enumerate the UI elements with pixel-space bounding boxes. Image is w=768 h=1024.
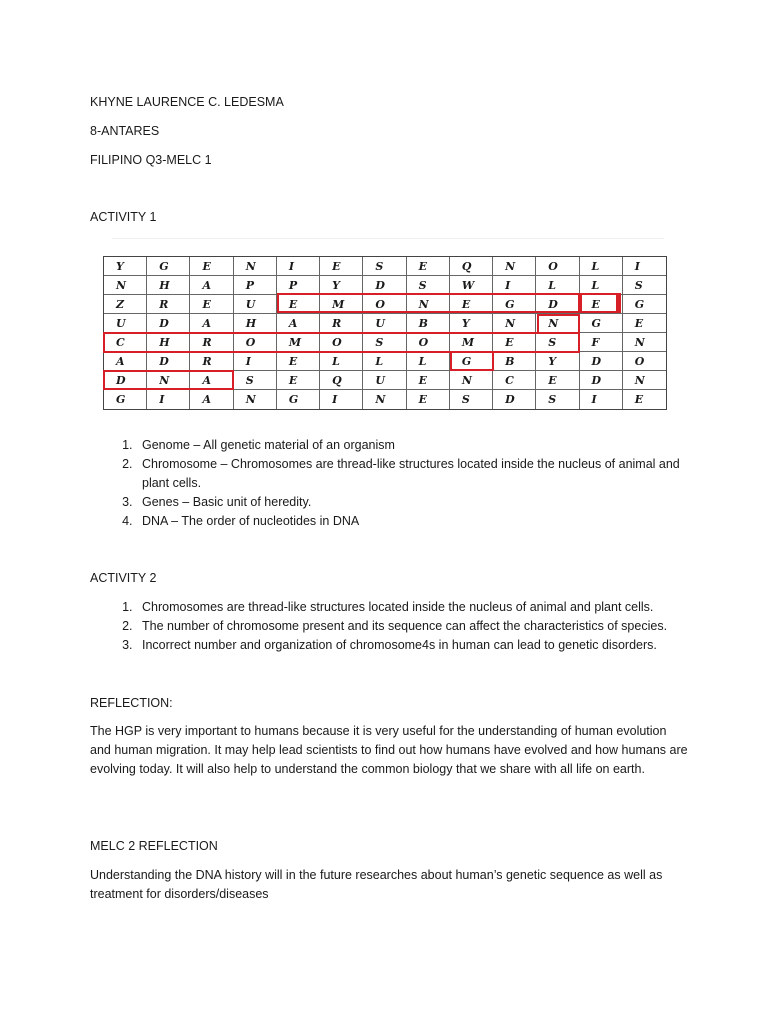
grid-cell: P <box>234 276 277 295</box>
subject-line: FILIPINO Q3-MELC 1 <box>90 153 212 167</box>
grid-cell: E <box>190 295 233 314</box>
grid-cell: A <box>190 390 233 409</box>
reflection-title: REFLECTION: <box>90 696 173 710</box>
grid-cell: I <box>580 390 623 409</box>
grid-cell: N <box>104 276 147 295</box>
grid-cell: Y <box>536 352 579 371</box>
grid-cell: E <box>320 257 363 276</box>
grid-cell: D <box>147 314 190 333</box>
grid-cell: S <box>536 333 579 352</box>
grid-cell: S <box>450 390 493 409</box>
grid-cell: N <box>623 333 666 352</box>
grid-cell: N <box>493 257 536 276</box>
grid-cell: Y <box>450 314 493 333</box>
grid-cell: G <box>450 352 493 371</box>
grid-cell: U <box>363 314 406 333</box>
grid-cell: M <box>450 333 493 352</box>
grid-cell: D <box>147 352 190 371</box>
grid-cell: E <box>450 295 493 314</box>
grid-cell: N <box>363 390 406 409</box>
grid-cell: B <box>407 314 450 333</box>
grid-cell: B <box>493 352 536 371</box>
grid-cell: E <box>634 393 644 406</box>
grid-cell: M <box>320 295 363 314</box>
grid-cell: E <box>277 371 320 390</box>
grid-cell: S <box>536 390 579 409</box>
grid-cell: G <box>623 295 666 314</box>
grid-cell: Y <box>104 257 147 276</box>
grid-cell: G <box>277 390 320 409</box>
grid-cell: Q <box>450 257 493 276</box>
grid-cell: E <box>580 295 623 314</box>
grid-cell: A <box>104 352 147 371</box>
grid-cell: E <box>623 314 666 333</box>
word-search-grid <box>103 256 667 410</box>
grid-cell: L <box>363 352 406 371</box>
grid-cell: O <box>407 333 450 352</box>
grid-cell: E <box>277 295 320 314</box>
list-item: 1. Chromosomes are thread-like structures located inside the nucleus of animal and plant cells. <box>136 598 696 617</box>
grid-cell: P <box>277 276 320 295</box>
grid-cell: H <box>147 276 190 295</box>
grid-cell: F <box>580 333 623 352</box>
activity2-list <box>112 598 696 655</box>
grid-cell: O <box>536 257 579 276</box>
grid-cell: D <box>363 276 406 295</box>
grid-cell: R <box>190 333 233 352</box>
grid-cell: N <box>536 314 579 333</box>
grid-cell: E <box>190 257 233 276</box>
grid-cell: I <box>147 390 190 409</box>
reflection-body: The HGP is very important to humans because it is very useful for the understanding of human evolution and human migration. It may help lead scientists to find out how humans have evolved and how humans are evolving today. It will also help to understand the common biology that we share with all life on earth. <box>90 724 688 776</box>
list-item: 2. Chromosome – Chromosomes are thread-like structures located inside the nucleus of animal and plant cells. <box>136 455 696 493</box>
melc2-title: MELC 2 REFLECTION <box>90 839 218 853</box>
grid-cell: E <box>493 333 536 352</box>
grid-cell: U <box>363 371 406 390</box>
grid-cell: U <box>234 295 277 314</box>
grid-cell: I <box>320 390 363 409</box>
student-section: 8-ANTARES <box>90 124 160 138</box>
grid-cell: E <box>277 352 320 371</box>
grid-cell: A <box>277 314 320 333</box>
grid-cell: S <box>234 371 277 390</box>
grid-cell: H <box>147 333 190 352</box>
grid-cell: D <box>536 295 579 314</box>
grid-cell: G <box>147 257 190 276</box>
grid-cell: O <box>623 352 666 371</box>
grid-cell: L <box>580 276 623 295</box>
melc2-body: Understanding the DNA history will in the future researches about human’s genetic sequence as well as treatment for disorders/diseases <box>90 868 663 901</box>
grid-cell: G <box>580 314 623 333</box>
grid-cell: O <box>320 333 363 352</box>
grid-cell: Y <box>320 276 363 295</box>
activity1-list <box>112 436 696 531</box>
grid-cell: C <box>493 371 536 390</box>
grid-cell: A <box>190 276 233 295</box>
grid-cell: I <box>277 257 320 276</box>
grid-cell: E <box>407 371 450 390</box>
grid-cell: N <box>493 314 536 333</box>
grid-cell: N <box>450 371 493 390</box>
grid-cell: A <box>190 371 233 390</box>
grid-cell: N <box>623 371 666 390</box>
grid-cell: L <box>536 276 579 295</box>
grid-cell: D <box>580 352 623 371</box>
grid-cell: G <box>104 390 147 409</box>
grid-cell: S <box>363 257 406 276</box>
grid-cell: S <box>407 276 450 295</box>
grid-cell: Z <box>104 295 147 314</box>
list-item: 1. Genome – All genetic material of an organism <box>136 436 696 455</box>
grid-cell: N <box>234 257 277 276</box>
list-item: 3. Genes – Basic unit of heredity. <box>136 493 696 512</box>
activity1-title: ACTIVITY 1 <box>90 210 157 224</box>
grid-cell: U <box>104 314 147 333</box>
grid-cell: R <box>190 352 233 371</box>
grid-cell: O <box>363 295 406 314</box>
grid-cell: S <box>623 276 666 295</box>
grid-cell: D <box>493 390 536 409</box>
grid-cell: A <box>190 314 233 333</box>
grid-cell: I <box>234 352 277 371</box>
student-name: KHYNE LAURENCE C. LEDESMA <box>90 95 284 109</box>
list-item: 3. Incorrect number and organization of chromosome4s in human can lead to genetic disorders. <box>136 636 696 655</box>
grid-cell: D <box>580 371 623 390</box>
grid-cell: R <box>320 314 363 333</box>
grid-cell: L <box>320 352 363 371</box>
grid-cell: Q <box>320 371 363 390</box>
grid-cell: I <box>623 257 666 276</box>
grid-cell: E <box>407 257 450 276</box>
list-item: 4. DNA – The order of nucleotides in DNA <box>136 512 696 531</box>
grid-cell: D <box>104 371 147 390</box>
grid-cell: C <box>104 333 147 352</box>
grid-cell: E <box>407 390 450 409</box>
grid-cell: L <box>407 352 450 371</box>
grid-cell: E <box>536 371 579 390</box>
grid-cell: N <box>407 295 450 314</box>
list-item: 2. The number of chromosome present and its sequence can affect the characteristics of species. <box>136 617 696 636</box>
word-search-cells <box>103 256 667 410</box>
grid-cell: I <box>493 276 536 295</box>
grid-cell: N <box>147 371 190 390</box>
activity2-title: ACTIVITY 2 <box>90 571 157 585</box>
divider <box>112 238 664 239</box>
grid-cell: M <box>277 333 320 352</box>
grid-cell: G <box>493 295 536 314</box>
grid-cell: O <box>234 333 277 352</box>
grid-cell: W <box>450 276 493 295</box>
grid-cell: N <box>234 390 277 409</box>
grid-cell: S <box>363 333 406 352</box>
grid-cell: H <box>234 314 277 333</box>
grid-cell: L <box>580 257 623 276</box>
grid-cell: R <box>147 295 190 314</box>
